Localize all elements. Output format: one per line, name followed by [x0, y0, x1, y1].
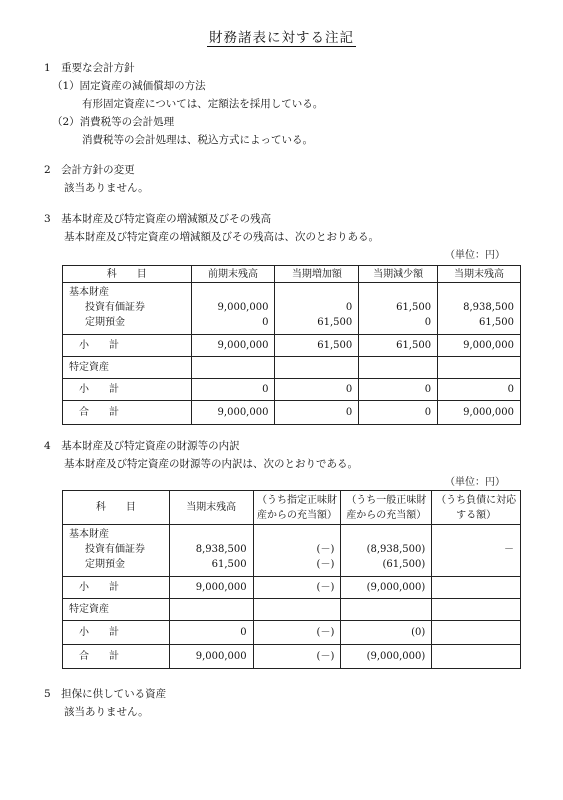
table-4-deposit-designated: (－)	[316, 559, 335, 570]
table-3-special-subtotal-end: 0	[438, 379, 521, 401]
section-5-text: 該当ありません。	[64, 706, 149, 718]
table-3-deposit-inc: 61,500	[317, 317, 353, 328]
table-4-securities-debt: －	[504, 544, 514, 555]
table-4-securities-end: 8,938,500	[195, 544, 247, 555]
section-1-sub2-text: 消費税等の会計処理は、税込方式によっている。	[82, 134, 313, 146]
table-3-total-prev: 9,000,000	[191, 401, 275, 425]
table-3-special-subtotal-inc: 0	[275, 379, 359, 401]
section-1-sub1-text: 有形固定資産については、定額法を採用している。	[82, 98, 324, 110]
table-3-subtotal-end: 9,000,000	[438, 335, 521, 357]
table-4-special-subtotal-general: (0)	[341, 621, 432, 645]
table-4-deposit-end: 61,500	[211, 559, 247, 570]
table-3-row-securities-name: 投資有価証券	[85, 302, 145, 313]
table-3-subtotal-dec: 61,500	[359, 335, 438, 357]
table-4-header-end: 当期末残高	[169, 491, 253, 525]
table-4-special-label: 特定資産	[63, 599, 170, 621]
table-3-special-label: 特定資産	[63, 357, 192, 379]
table-3-subtotal-inc: 61,500	[275, 335, 359, 357]
table-4-special-subtotal-row	[63, 621, 521, 645]
table-3-row-deposit-name: 定期預金	[85, 317, 125, 328]
table-4-row-deposit-name: 定期預金	[85, 559, 125, 570]
section-4-intro: 基本財産及び特定資産の財源等の内訳は、次のとおりである。	[64, 458, 358, 470]
table-3-deposit-end: 61,500	[479, 317, 514, 328]
table-4-total-end: 9,000,000	[169, 645, 253, 669]
table-3-deposit-dec: 0	[424, 317, 432, 328]
table-4-basic-assets-row	[63, 525, 521, 577]
table-3-header-end: 当期末残高	[438, 266, 521, 283]
table-4-header-debt-2: する額）	[456, 509, 497, 521]
table-3-header-item: 科 目	[63, 266, 192, 283]
table-3-subtotal-label: 小 計	[63, 335, 192, 357]
table-3-special-subtotal-label: 小 計	[63, 379, 192, 401]
section-2-heading: 2 会計方針の変更	[44, 164, 135, 176]
table-3-header-dec: 当期減少額	[359, 266, 438, 283]
table-4-total-general: (9,000,000)	[341, 645, 432, 669]
table-3-total-end: 9,000,000	[438, 401, 521, 425]
table-4-special-subtotal-end: 0	[169, 621, 253, 645]
table-4-header-item: 科 目	[63, 491, 170, 525]
table-3-special-subtotal-prev: 0	[191, 379, 275, 401]
table-4-subtotal-label: 小 計	[63, 577, 170, 599]
document-title: 財務諸表に対する注記	[209, 30, 354, 46]
table-4-header-row	[63, 491, 521, 525]
table-4-total-label: 合 計	[63, 645, 170, 669]
table-3-basic-assets-row	[63, 283, 521, 335]
section-1-sub2: （2）消費税等の会計処理	[52, 116, 175, 128]
table-4-header-designated-1: （うち指定正味財	[257, 494, 337, 506]
section-4-unit: （単位：円）	[445, 477, 505, 488]
table-4-special-subtotal-label: 小 計	[63, 621, 170, 645]
table-3-total-dec: 0	[359, 401, 438, 425]
table-3-special-subtotal-dec: 0	[359, 379, 438, 401]
section-1-sub1: （1）固定資産の減価償却の方法	[52, 80, 206, 92]
table-4-deposit-general: (61,500)	[382, 559, 426, 570]
table-3-header-prev: 前期末残高	[191, 266, 275, 283]
section-1-heading: 1 重要な会計方針	[44, 62, 135, 74]
table-4-securities-designated: (－)	[316, 544, 335, 555]
table-4-subtotal-designated: (－)	[253, 577, 341, 599]
table-3-total-label: 合 計	[63, 401, 192, 425]
table-4-securities-general: (8,938,500)	[366, 544, 426, 555]
section-3-intro: 基本財産及び特定資産の増減額及びその残高は、次のとおりある。	[64, 231, 379, 243]
section-5-heading: 5 担保に供している資産	[44, 688, 167, 700]
table-3-subtotal-row	[63, 335, 521, 357]
table-4-special-row	[63, 599, 521, 621]
table-4-subtotal-general: (9,000,000)	[341, 577, 432, 599]
section-3-unit: （単位：円）	[445, 250, 505, 261]
table-4-basic-label: 基本財産	[69, 529, 109, 540]
table-3-securities-prev: 9,000,000	[217, 302, 269, 313]
section-2-text: 該当ありません。	[64, 182, 149, 194]
table-4-subtotal-end: 9,000,000	[169, 577, 253, 599]
table-4-total-designated: (－)	[253, 645, 341, 669]
table-3-special-row	[63, 357, 521, 379]
table-3-basic-label: 基本財産	[69, 287, 109, 298]
table-3-header-inc: 当期増加額	[275, 266, 359, 283]
table-4-sources	[62, 490, 521, 669]
table-3-total-row	[63, 401, 521, 425]
table-4-row-securities-name: 投資有価証券	[85, 544, 145, 555]
table-3-securities-dec: 61,500	[396, 302, 432, 313]
section-4-heading: 4 基本財産及び特定資産の財源等の内訳	[44, 440, 240, 452]
table-3-deposit-prev: 0	[262, 317, 269, 328]
table-3-securities-inc: 0	[345, 302, 353, 313]
table-4-total-row	[63, 645, 521, 669]
section-3-heading: 3 基本財産及び特定資産の増減額及びその残高	[44, 213, 272, 225]
table-3-total-inc: 0	[275, 401, 359, 425]
table-4-subtotal-row	[63, 577, 521, 599]
table-3-securities-end: 8,938,500	[463, 302, 514, 313]
table-4-header-debt-1: （うち負債に対応	[436, 494, 517, 506]
table-4-header-general-1: （うち一般正味財	[346, 494, 427, 506]
table-3-balances	[62, 265, 521, 425]
table-3-special-subtotal-row	[63, 379, 521, 401]
table-4-header-designated-2: 産からの充当額）	[257, 509, 337, 521]
table-3-header-row	[63, 266, 521, 283]
table-3-subtotal-prev: 9,000,000	[191, 335, 275, 357]
table-4-header-general-2: 産からの充当額）	[346, 509, 427, 521]
table-4-special-subtotal-designated: (－)	[253, 621, 341, 645]
